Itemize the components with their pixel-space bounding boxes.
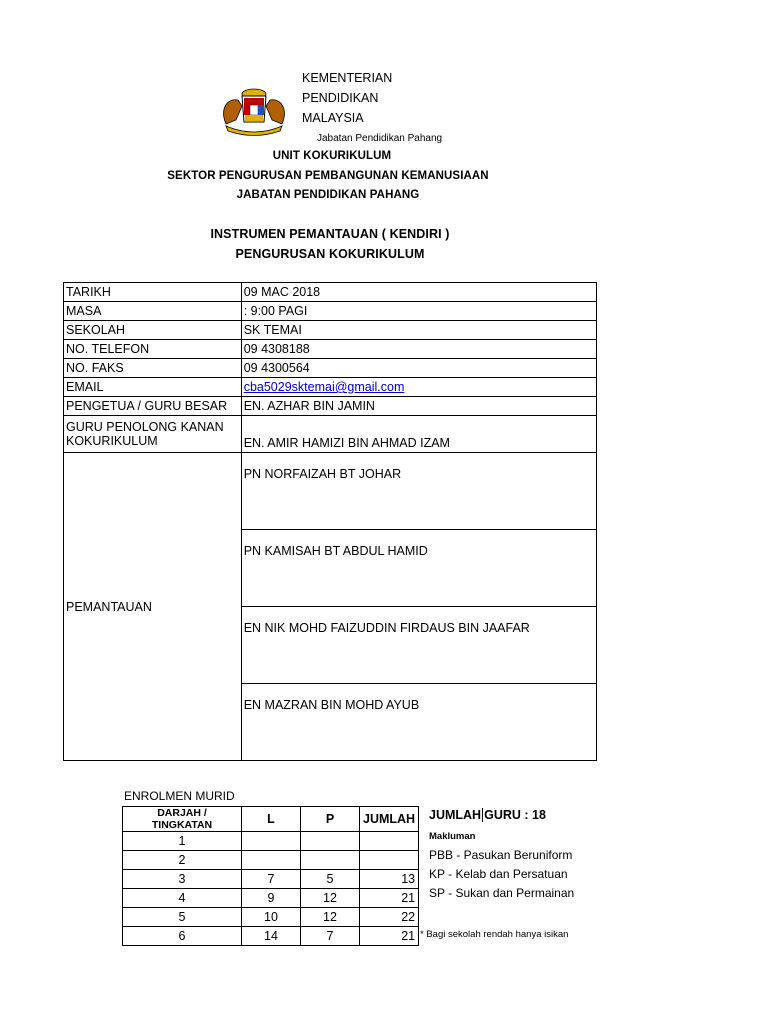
table-row (64, 321, 597, 340)
p-cell (301, 851, 360, 870)
sekolah-label: SEKOLAH (64, 321, 242, 340)
l-cell: 14 (242, 927, 301, 946)
darjah-cell: 1 (123, 832, 242, 851)
header-l: L (242, 807, 301, 832)
email-label: EMAIL (64, 378, 242, 397)
enrolment-title: ENROLMEN MURID (124, 789, 235, 803)
table-row (123, 908, 419, 927)
masa-label: MASA (64, 302, 242, 321)
pemantau-cell (241, 684, 596, 761)
l-cell (242, 851, 301, 870)
darjah-cell: 5 (123, 908, 242, 927)
faks-label: NO. FAKS (64, 359, 242, 378)
header-p: P (301, 807, 360, 832)
table-row (123, 927, 419, 946)
jumlah-guru-part-1: JUMLAH (429, 808, 482, 822)
jumlah-cell: 22 (360, 908, 419, 927)
pemantau-4: EN MAZRAN BIN MOHD AYUB (243, 698, 420, 712)
note-sp: SP - Sukan dan Permainan (429, 886, 575, 900)
table-row (123, 851, 419, 870)
jumlah-cell: 21 (360, 927, 419, 946)
l-cell: 7 (242, 870, 301, 889)
enrolment-table (122, 806, 419, 946)
footnote: * Bagi sekolah rendah hanya isikan (420, 929, 569, 940)
document-title-line-2: PENGURUSAN KOKURIKULUM (235, 247, 425, 261)
pemantauan-label: PEMANTAUAN (64, 453, 242, 761)
darjah-cell: 2 (123, 851, 242, 870)
l-cell: 10 (242, 908, 301, 927)
note-pbb: PBB - Pasukan Beruniform (429, 848, 573, 862)
p-cell: 12 (301, 908, 360, 927)
tarikh-value: 09 MAC 2018 (241, 283, 596, 302)
ministry-line-3: MALAYSIA (302, 111, 364, 125)
jumlah-cell: 13 (360, 870, 419, 889)
pemantau-cell (241, 607, 596, 684)
department-small: Jabatan Pendidikan Pahang (317, 133, 443, 144)
table-row (123, 832, 419, 851)
darjah-cell: 4 (123, 889, 242, 908)
jumlah-cell (360, 832, 419, 851)
document-title-line-1: INSTRUMEN PEMANTAUAN ( KENDIRI ) (210, 227, 450, 241)
table-row (64, 397, 597, 416)
l-cell (242, 832, 301, 851)
note-kp: KP - Kelab dan Persatuan (429, 867, 568, 881)
pemantau-3: EN NIK MOHD FAIZUDDIN FIRDAUS BIN JAAFAR (243, 621, 530, 635)
darjah-cell: 6 (123, 927, 242, 946)
gpk-value: EN. AMIR HAMIZI BIN AHMAD IZAM (243, 436, 450, 450)
table-row (64, 416, 597, 453)
header-darjah: DARJAH / TINGKATAN (123, 807, 242, 832)
email-link[interactable]: cba5029sktemai@gmail.com (243, 380, 405, 394)
faks-value: 09 4300564 (241, 359, 596, 378)
makluman-label: Makluman (429, 831, 476, 842)
table-row (64, 453, 597, 530)
gpk-label-line-2: KOKURIKULUM (66, 434, 158, 448)
p-cell: 5 (301, 870, 360, 889)
p-cell: 7 (301, 927, 360, 946)
gpk-label (64, 416, 242, 453)
sector-heading: SEKTOR PENGURUSAN PEMBANGUNAN KEMANUSIAAN (167, 170, 489, 182)
table-row (123, 889, 419, 908)
table-row (64, 359, 597, 378)
ministry-line-2: PENDIDIKAN (302, 91, 379, 105)
header-jumlah: JUMLAH (360, 807, 419, 832)
table-row (123, 870, 419, 889)
pemantau-cell (241, 453, 596, 530)
tarikh-label: TARIKH (64, 283, 242, 302)
school-info-table (63, 282, 597, 761)
telefon-label: NO. TELEFON (64, 340, 242, 359)
pengetua-label: PENGETUA / GURU BESAR (64, 397, 242, 416)
gpk-cell (241, 416, 596, 453)
department-heading: JABATAN PENDIDIKAN PAHANG (236, 189, 420, 201)
p-cell: 12 (301, 889, 360, 908)
pemantau-1: PN NORFAIZAH BT JOHAR (243, 467, 402, 481)
pemantau-2: PN KAMISAH BT ABDUL HAMID (243, 544, 428, 558)
pengetua-value: EN. AZHAR BIN JAMIN (241, 397, 596, 416)
p-cell (301, 832, 360, 851)
l-cell: 9 (242, 889, 301, 908)
malaysia-coat-of-arms-icon (212, 86, 296, 138)
jumlah-guru-part-2: GURU : 18 (484, 808, 546, 822)
email-cell (241, 378, 596, 397)
table-row (64, 378, 597, 397)
table-row (64, 340, 597, 359)
jumlah-cell: 21 (360, 889, 419, 908)
unit-heading: UNIT KOKURIKULUM (272, 150, 392, 162)
sekolah-value: SK TEMAI (241, 321, 596, 340)
gpk-label-line-1: GURU PENOLONG KANAN (66, 420, 224, 434)
darjah-cell: 3 (123, 870, 242, 889)
table-row (64, 283, 597, 302)
table-header-row (123, 807, 419, 832)
table-row (64, 302, 597, 321)
jumlah-cell (360, 851, 419, 870)
masa-value: : 9:00 PAGI (241, 302, 596, 321)
jumlah-guru (429, 808, 546, 822)
ministry-line-1: KEMENTERIAN (302, 71, 393, 85)
telefon-value: 09 4308188 (241, 340, 596, 359)
pemantau-cell (241, 530, 596, 607)
